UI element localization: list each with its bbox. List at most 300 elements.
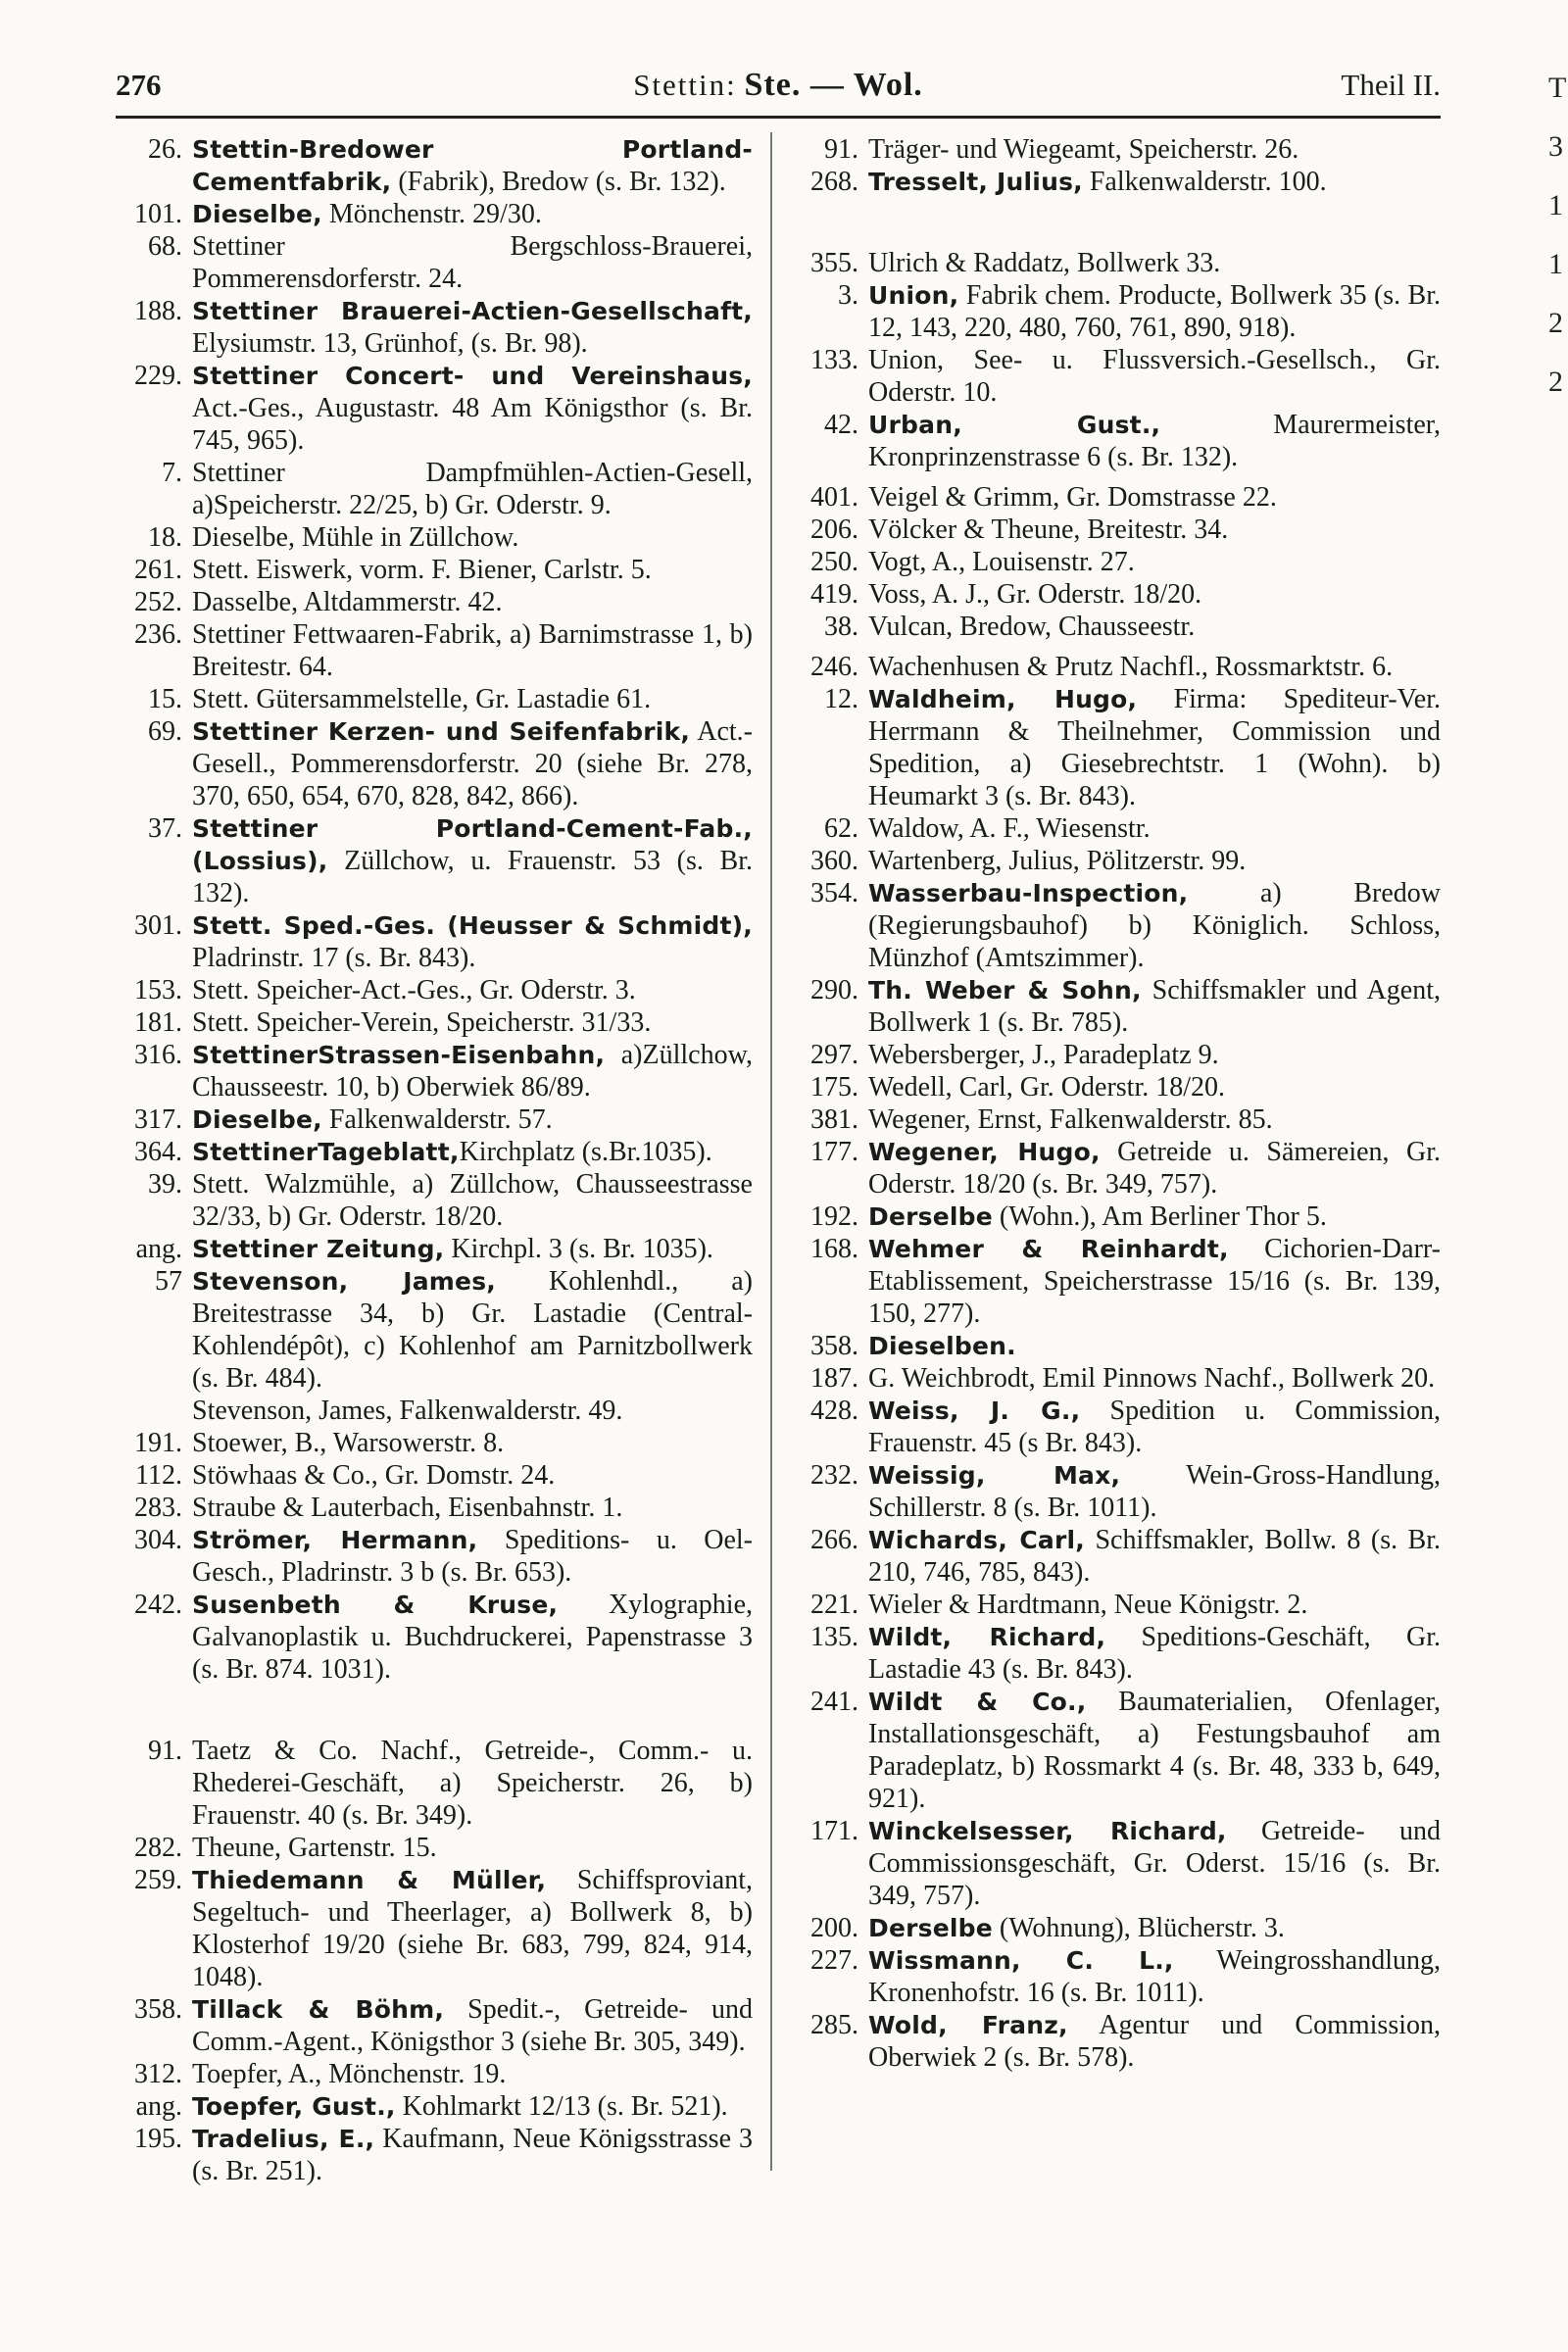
entry-number: 290. [810, 975, 858, 1005]
entry-number: 360. [810, 846, 858, 876]
entry-details: Spedit.-, Getreide- und Comm.-Agent., Königsthor 3 (siehe Br. 305, 349). [192, 1994, 753, 2057]
left-column [116, 133, 753, 2187]
entry-number: 358. [134, 1994, 182, 2025]
entry-text [192, 1735, 753, 1832]
directory-entry [116, 198, 753, 230]
entry-text [192, 586, 753, 618]
entry-name: Thiedemann & Müller, [192, 1866, 547, 1894]
directory-entry [792, 1686, 1441, 1815]
entry-text [192, 1168, 753, 1233]
entry-text [868, 1200, 1441, 1233]
entry-details: Firma: Spediteur-Ver. Herrmann & Theilnehmer, Commission und Spedition, a) Giesebrechtstr. 1 (Wohn). b) Heumarkt 3 (s. Br. 843). [868, 684, 1441, 811]
entry-number: 153. [134, 975, 182, 1005]
entry-number: 91. [824, 134, 858, 165]
entry-details: Elysiumstr. 13, Grünhof, (s. Br. 98). [192, 328, 588, 359]
entry-text [868, 578, 1441, 611]
entry-details: Kirchpl. 3 (s. Br. 1035). [444, 1234, 713, 1264]
entry-number: 261. [134, 555, 182, 585]
entry-details: Getreide- und Commissionsgeschäft, Gr. Oderst. 15/16 (s. Br. 349, 757). [868, 1816, 1442, 1911]
entry-details: (Fabrik), Bredow (s. Br. 132). [391, 167, 726, 197]
entry-details: Speditions-Geschäft, Gr. Lastadie 43 (s. Br. 843). [868, 1622, 1441, 1685]
entry-text [868, 1524, 1441, 1589]
entry-details: Falkenwalderstr. 57. [321, 1104, 553, 1135]
entry-number: 200. [810, 1913, 858, 1943]
entry-name: StettinerStrassen-Eisenbahn, [192, 1041, 606, 1069]
entry-text [868, 166, 1441, 198]
entry-details: Stoewer, B., Warsowerstr. 8. [192, 1428, 505, 1458]
entry-name: Stettiner Brauerei-Actien-Gesellschaft, [192, 297, 753, 325]
directory-entry [792, 1815, 1441, 1912]
entry-name: Stettin-Bredower Portland-Cementfabrik, [192, 135, 753, 196]
entry-details: Stett. Speicher-Act.-Ges., Gr. Oderstr. 3. [192, 975, 636, 1005]
entry-details: G. Weichbrodt, Emil Pinnows Nachf., Bollwerk 20. [868, 1363, 1436, 1394]
directory-entry [116, 1265, 753, 1395]
directory-entry [792, 845, 1441, 877]
entry-name: Wegener, Hugo, [868, 1138, 1101, 1166]
entry-details: Wachenhusen & Prutz Nachfl., Rossmarktstr. 6. [868, 652, 1394, 682]
entry-number: 355. [810, 248, 858, 278]
entry-name: Dieselbe, [192, 200, 322, 228]
entry-name: Stettiner Kerzen- und Seifenfabrik, [192, 717, 691, 746]
entry-details: Stett. Eiswerk, vorm. F. Biener, Carlstr. 5. [192, 555, 652, 585]
directory-entry [116, 1864, 753, 1993]
entry-text [868, 1944, 1441, 2009]
entry-name: Weiss, J. G., [868, 1396, 1081, 1425]
directory-entry [116, 457, 753, 521]
directory-entry [792, 1459, 1441, 1524]
entry-details: Webersberger, J., Paradeplatz 9. [868, 1040, 1219, 1070]
entry-text [192, 1993, 753, 2058]
entry-text [192, 360, 753, 457]
entry-details: Stettiner Bergschloss-Brauerei, Pommerensdorferstr. 24. [192, 231, 753, 294]
entry-name: Wasserbau-Inspection, [868, 879, 1189, 907]
directory-entry [116, 1492, 753, 1524]
entry-text [192, 715, 753, 812]
entry-number: 206. [810, 514, 858, 545]
entry-details: Völcker & Theune, Breitestr. 34. [868, 514, 1229, 545]
entry-number: 3. [838, 280, 858, 311]
entry-details: Wedell, Carl, Gr. Oderstr. 18/20. [868, 1072, 1226, 1102]
directory-entry [116, 360, 753, 457]
entry-number: 187. [810, 1363, 858, 1394]
entry-details: Act.-Gesell., Pommerensdorferstr. 20 (siehe Br. 278, 370, 650, 654, 670, 828, 842, 866). [192, 716, 753, 811]
entry-text [192, 554, 753, 586]
entry-text [868, 1136, 1441, 1200]
entry-name: Dieselbe, [192, 1105, 322, 1134]
entry-number: 26. [148, 134, 182, 165]
entry-number: 192. [810, 1201, 858, 1232]
entry-text [868, 1233, 1441, 1330]
directory-entry [792, 1395, 1441, 1459]
entry-text [868, 1330, 1441, 1362]
entry-number: 364. [134, 1137, 182, 1167]
entry-text [192, 1103, 753, 1136]
entry-text [868, 1912, 1441, 1944]
entry-number: 354. [810, 878, 858, 908]
directory-entry [792, 974, 1441, 1039]
directory-entry [116, 2090, 753, 2123]
directory-entry [116, 2123, 753, 2187]
directory-entry [792, 247, 1441, 279]
directory-entry [792, 166, 1441, 198]
entry-number: 177. [810, 1137, 858, 1167]
entry-details: (Wohnung), Blücherstr. 3. [992, 1913, 1285, 1943]
entry-number: 301. [134, 910, 182, 941]
page-number: 276 [116, 68, 162, 102]
entry-text [868, 1459, 1441, 1524]
directory-entry [792, 1071, 1441, 1103]
entry-number: 168. [810, 1234, 858, 1264]
entry-text [868, 247, 1441, 279]
entry-number: 135. [810, 1622, 858, 1652]
directory-entry [116, 1395, 753, 1427]
entry-details: Toepfer, A., Mönchenstr. 19. [192, 2059, 507, 2089]
entry-details: (Wohn.), Am Berliner Thor 5. [992, 1201, 1327, 1232]
entry-name: Toepfer, Gust., [192, 2092, 396, 2121]
entry-details: Baumaterialien, Ofenlager, Installationsgeschäft, a) Festungsbauhof am Paradeplatz, b) Rossmarkt 4 (s. Br. 48, 333 b, 649, 921). [868, 1687, 1441, 1814]
entry-details: Träger- und Wiegeamt, Speicherstr. 26. [868, 134, 1299, 165]
entry-name: Stevenson, James, [192, 1267, 496, 1296]
directory-entry [792, 546, 1441, 578]
entry-number: 242. [134, 1590, 182, 1620]
entry-number: 297. [810, 1040, 858, 1070]
entry-name: Dieselben. [868, 1332, 1016, 1360]
directory-entry [116, 1993, 753, 2058]
running-head-city: Stettin: [633, 68, 737, 102]
directory-entry [116, 1832, 753, 1864]
entry-details: Straube & Lauterbach, Eisenbahnstr. 1. [192, 1493, 623, 1523]
entry-number: ang. [135, 2091, 182, 2122]
entry-details: Wieler & Hardtmann, Neue Königstr. 2. [868, 1590, 1308, 1620]
entry-text [868, 812, 1441, 845]
entry-text [868, 845, 1441, 877]
directory-entry [116, 295, 753, 360]
entry-text [192, 2058, 753, 2090]
directory-entry [116, 715, 753, 812]
entry-text [192, 1524, 753, 1589]
directory-entry [792, 1103, 1441, 1136]
entry-name: Tillack & Böhm, [192, 1995, 445, 2024]
entry-text [192, 1832, 753, 1864]
entry-name: Stettiner Portland-Cement-Fab.,(Lossius), [192, 814, 753, 875]
margin-glyph: T [1548, 72, 1567, 104]
entry-number: 246. [810, 652, 858, 682]
entry-text [868, 481, 1441, 514]
entry-number: 188. [134, 296, 182, 326]
entry-text [868, 546, 1441, 578]
entry-number: 252. [134, 587, 182, 617]
entry-details: Falkenwalderstr. 100. [1082, 167, 1327, 197]
directory-entry [116, 521, 753, 554]
entry-text [192, 1233, 753, 1265]
entry-text [192, 521, 753, 554]
entry-text [192, 457, 753, 521]
running-head [116, 61, 1441, 110]
directory-entry [116, 1589, 753, 1686]
column-divider [770, 132, 772, 2171]
directory-entry [116, 1168, 753, 1233]
entry-number: 112. [135, 1460, 182, 1491]
margin-glyph: 1 [1548, 189, 1563, 221]
entry-text [868, 409, 1441, 473]
entry-name: Stettiner Concert- und Vereinshaus, [192, 362, 753, 390]
entry-details: Waldow, A. F., Wiesenstr. [868, 813, 1151, 844]
entry-text [192, 1492, 753, 1524]
entry-text [868, 133, 1441, 166]
directory-entry [116, 1103, 753, 1136]
entry-number: 191. [134, 1428, 182, 1458]
entry-number: 428. [810, 1396, 858, 1426]
entry-details: Union, See- u. Flussversich.-Gesellsch., Gr. Oderstr. 10. [868, 345, 1441, 408]
entry-text [868, 1815, 1441, 1912]
entry-name: Waldheim, Hugo, [868, 685, 1138, 713]
right-column [792, 133, 1441, 2074]
directory-entry [792, 651, 1441, 683]
entry-text [868, 344, 1441, 409]
entry-name: Weissig, Max, [868, 1461, 1121, 1490]
directory-entry [792, 683, 1441, 812]
entry-details: Stettiner Fettwaaren-Fabrik, a) Barnimstrasse 1, b) Breitestr. 64. [192, 619, 753, 682]
entry-details: Züllchow, u. Frauenstr. 53 (s. Br. 132). [192, 846, 753, 908]
directory-entry [116, 554, 753, 586]
entry-number: 68. [148, 231, 182, 262]
entry-number [116, 1395, 192, 1427]
directory-entry [792, 1912, 1441, 1944]
entry-text [192, 618, 753, 683]
directory-entry [792, 2009, 1441, 2074]
entry-details: Cichorien-Darr-Etablissement, Speicherstrasse 15/16 (s. Br. 139, 150, 277). [868, 1234, 1441, 1329]
entry-name: Susenbeth & Kruse, [192, 1591, 559, 1619]
entry-text [868, 877, 1441, 974]
header-rule [116, 116, 1441, 119]
entry-details: Stettiner Dampfmühlen-Actien-Gesell, a)Speicherstr. 22/25, b) Gr. Oderstr. 9. [192, 458, 753, 520]
entry-details: Schiffsmakler und Agent, Bollwerk 1 (s. Br. 785). [868, 975, 1441, 1038]
entry-number: 285. [810, 2010, 858, 2040]
entry-details: Maurermeister, Kronprinzenstrasse 6 (s. Br. 132). [868, 410, 1441, 472]
entry-number: 312. [134, 2059, 182, 2089]
entry-details: a)Züllchow, Chausseestr. 10, b) Oberwiek 86/89. [192, 1040, 753, 1102]
directory-entry [792, 877, 1441, 974]
entry-text [868, 1103, 1441, 1136]
adjacent-page-edge [1548, 59, 1568, 412]
running-head-range: Ste. — Wol. [744, 67, 923, 103]
entry-details: Dieselbe, Mühle in Züllchow. [192, 522, 519, 553]
entry-text [192, 974, 753, 1006]
directory-entry [792, 812, 1441, 845]
entry-number: 181. [134, 1007, 182, 1038]
margin-glyph: 1 [1548, 248, 1563, 280]
directory-entry [792, 1330, 1441, 1362]
entry-number: 316. [134, 1040, 182, 1070]
entry-text [192, 1459, 753, 1492]
entry-number: 57 [155, 1266, 182, 1297]
directory-entry [792, 1233, 1441, 1330]
entry-name: Th. Weber & Sohn, [868, 976, 1142, 1004]
entry-details: Vogt, A., Louisenstr. 27. [868, 547, 1135, 577]
entry-number: 171. [810, 1816, 858, 1846]
directory-entry [792, 409, 1441, 473]
directory-entry [116, 133, 753, 198]
entry-number: 7. [162, 458, 182, 488]
entry-text [868, 1589, 1441, 1621]
directory-entry [792, 1944, 1441, 2009]
entry-number: 283. [134, 1493, 182, 1523]
page-header [116, 61, 1441, 110]
entry-name: Wildt & Co., [868, 1688, 1087, 1716]
entry-text [192, 2090, 753, 2123]
entry-number: 419. [810, 579, 858, 610]
entry-number: 236. [134, 619, 182, 650]
entry-number: 401. [810, 482, 858, 513]
entry-text [192, 1864, 753, 1993]
part-label: Theil II. [1341, 68, 1441, 102]
entry-details: Weingrosshandlung, Kronenhofstr. 16 (s. Br. 1011). [868, 1945, 1441, 2008]
entry-details: Pladrinstr. 17 (s. Br. 843). [192, 943, 476, 973]
entry-number: 282. [134, 1833, 182, 1863]
directory-entry [792, 1524, 1441, 1589]
margin-glyph: 3 [1548, 130, 1563, 163]
entry-name: Union, [868, 281, 959, 310]
entry-text [192, 295, 753, 360]
directory-entry [116, 230, 753, 295]
entry-text [868, 1039, 1441, 1071]
entry-text [192, 1006, 753, 1039]
entry-number: 266. [810, 1525, 858, 1555]
entry-name: Strömer, Hermann, [192, 1526, 478, 1554]
entry-name: Tradelius, E., [192, 2125, 375, 2153]
entry-details: Vulcan, Bredow, Chausseestr. [868, 612, 1196, 642]
directory-entry [116, 2058, 753, 2090]
entry-name: Wissmann, C. L., [868, 1946, 1174, 1975]
entry-number: 227. [810, 1945, 858, 1976]
entry-text [192, 1395, 753, 1427]
entry-details: Veigel & Grimm, Gr. Domstrasse 22. [868, 482, 1277, 513]
entry-details: Speditions- u. Oel-Gesch., Pladrinstr. 3 b (s. Br. 653). [192, 1525, 754, 1588]
margin-glyph: 2 [1548, 366, 1563, 398]
entry-number: 12. [824, 684, 858, 714]
entry-details: Theune, Gartenstr. 15. [192, 1833, 437, 1863]
directory-entry [116, 1006, 753, 1039]
entry-name: Wold, Franz, [868, 2011, 1068, 2039]
entry-text [192, 909, 753, 974]
directory-entry [116, 1427, 753, 1459]
directory-entry [792, 344, 1441, 409]
entry-number: 175. [810, 1072, 858, 1102]
entry-text [192, 1136, 753, 1168]
entry-text [868, 1362, 1441, 1395]
directory-entry [792, 1136, 1441, 1200]
entry-number: 241. [810, 1687, 858, 1717]
entry-details: Kohlenhdl., a) Breitestrasse 34, b) Gr. Lastadie (Central-Kohlendépôt), c) Kohlenhof am Parnitzbollwerk (s. Br. 484). [192, 1266, 753, 1394]
directory-entry [792, 1589, 1441, 1621]
entry-details: Wegener, Ernst, Falkenwalderstr. 85. [868, 1104, 1273, 1135]
entry-details: Kirchplatz (s.Br.1035). [459, 1137, 712, 1167]
entry-details: Ulrich & Raddatz, Bollwerk 33. [868, 248, 1221, 278]
entry-details: Getreide u. Sämereien, Gr. Oderstr. 18/20 (s. Br. 349, 757). [868, 1137, 1441, 1200]
directory-entry [116, 1233, 753, 1265]
entry-text [868, 974, 1441, 1039]
entry-text [192, 1589, 753, 1686]
directory-entry [116, 1524, 753, 1589]
entry-text [192, 198, 753, 230]
directory-entry [792, 133, 1441, 166]
entry-details: Stett. Gütersammelstelle, Gr. Lastadie 61. [192, 684, 652, 714]
entry-number: 317. [134, 1104, 182, 1135]
entry-text [868, 651, 1441, 683]
directory-entry [116, 909, 753, 974]
entry-details: Wartenberg, Julius, Pölitzerstr. 99. [868, 846, 1247, 876]
entry-number: 69. [148, 716, 182, 747]
entry-details: Dasselbe, Altdammerstr. 42. [192, 587, 503, 617]
entry-number: 232. [810, 1460, 858, 1491]
directory-entry [792, 481, 1441, 514]
entry-name: Winckelsesser, Richard, [868, 1817, 1227, 1845]
entry-number: 259. [134, 1865, 182, 1895]
entry-text [868, 611, 1441, 643]
entry-details: Agentur und Commission, Oberwiek 2 (s. Br. 578). [868, 2010, 1441, 2073]
entry-name: Urban, Gust., [868, 411, 1161, 439]
entry-number: 101. [134, 199, 182, 229]
directory-entry [116, 683, 753, 715]
directory-entry [116, 1039, 753, 1103]
entry-number: 381. [810, 1104, 858, 1135]
directory-entry [792, 279, 1441, 344]
entry-details: Voss, A. J., Gr. Oderstr. 18/20. [868, 579, 1202, 610]
entry-number: 38. [824, 612, 858, 642]
directory-entry [116, 1136, 753, 1168]
directory-entry [792, 578, 1441, 611]
entry-details: Schiffsproviant, Segeltuch- und Theerlager, a) Bollwerk 8, b) Klosterhof 19/20 (siehe Br. 683, 799, 824, 914, 1048). [192, 1865, 753, 1992]
entry-text [868, 1071, 1441, 1103]
entry-name: Derselbe [868, 1914, 993, 1942]
entry-name: Wehmer & Reinhardt, [868, 1235, 1229, 1263]
entry-text [192, 230, 753, 295]
entry-number: 91. [148, 1736, 182, 1766]
entry-number: 62. [824, 813, 858, 844]
entry-text [192, 683, 753, 715]
directory-entry [792, 1200, 1441, 1233]
directory-entry [792, 611, 1441, 643]
directory-entry [792, 1039, 1441, 1071]
entry-details: Fabrik chem. Producte, Bollwerk 35 (s. Br. 12, 143, 220, 480, 760, 761, 890, 918). [868, 280, 1441, 343]
entry-name: Wichards, Carl, [868, 1526, 1085, 1554]
entry-number: 250. [810, 547, 858, 577]
entry-details: Kaufmann, Neue Königsstrasse 3 (s. Br. 251). [192, 2124, 753, 2186]
entry-text [192, 2123, 753, 2187]
directory-entry [116, 586, 753, 618]
entry-text [192, 1265, 753, 1395]
entry-number: 268. [810, 167, 858, 197]
entry-number: 39. [148, 1169, 182, 1200]
entry-text [868, 514, 1441, 546]
entry-text [868, 2009, 1441, 2074]
entry-text [868, 279, 1441, 344]
entry-name: Stettiner Zeitung, [192, 1235, 445, 1263]
entry-name: Tresselt, Julius, [868, 168, 1083, 196]
entry-details: Xylographie, Galvanoplastik u. Buchdruckerei, Papenstrasse 3 (s. Br. 874. 1031). [192, 1590, 753, 1685]
entry-text [192, 133, 753, 198]
entry-details: a) Bredow (Regierungsbauhof) b) Königlich. Schloss, Münzhof (Amtszimmer). [868, 878, 1441, 973]
directory-entry [116, 812, 753, 909]
entry-number: ang. [135, 1234, 182, 1264]
entry-details: Wein-Gross-Handlung, Schillerstr. 8 (s. Br. 1011). [868, 1460, 1441, 1523]
directory-entry [116, 1459, 753, 1492]
entry-number: 221. [810, 1590, 858, 1620]
entry-details: Act.-Ges., Augustastr. 48 Am Königsthor (s. Br. 745, 965). [192, 393, 753, 456]
entry-details: Stevenson, James, Falkenwalderstr. 49. [192, 1396, 623, 1426]
entry-number: 18. [148, 522, 182, 553]
entry-number: 42. [824, 410, 858, 440]
